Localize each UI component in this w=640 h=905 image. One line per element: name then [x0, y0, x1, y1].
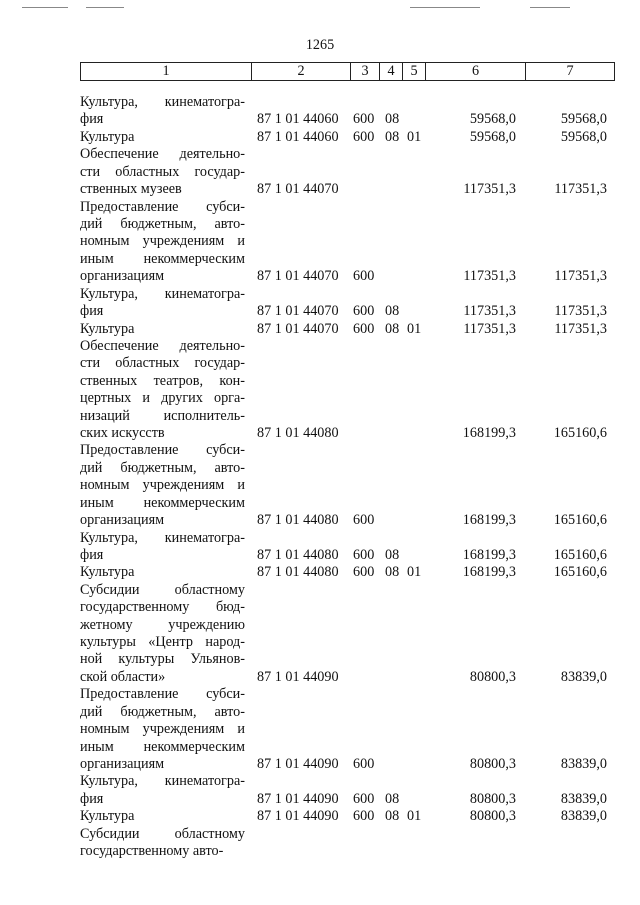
row-col-3: 600 — [353, 303, 375, 319]
row-name-line: номным учреждениям и — [80, 233, 245, 250]
row-value-6: 59568,0 — [469, 128, 516, 145]
row-name-line: Культура, кинематогра- — [80, 94, 245, 110]
row-name-line: сти областных государ- — [80, 163, 245, 180]
row-value-6: 80800,3 — [469, 756, 516, 772]
row-name-line: ной культуры Ульянов- — [80, 651, 245, 668]
row-col-3: 600 — [353, 564, 375, 581]
row-col-3: 600 — [353, 128, 375, 145]
row-name-line: Предоставление субси- — [80, 686, 245, 703]
row-code: 87 1 01 44070 — [257, 268, 339, 285]
row-name-line: культуры «Центр народ- — [80, 634, 245, 650]
row-name-line: организациям — [80, 756, 165, 772]
row-name-line: цертных и других орга- — [80, 390, 245, 407]
row-name-line: государственному бюд- — [80, 599, 245, 616]
row-code: 87 1 01 44060 — [257, 128, 339, 145]
row-name-line: организациям — [80, 268, 165, 285]
row-value-7: 83839,0 — [560, 668, 607, 685]
row-name-line: Культура — [80, 320, 135, 337]
row-code: 87 1 01 44080 — [257, 546, 339, 563]
row-name-line: Обеспечение деятельно- — [80, 337, 245, 354]
row-col-3: 600 — [353, 268, 375, 285]
row-name-line: иным некоммерческим — [80, 738, 245, 755]
row-value-6: 117351,3 — [463, 181, 516, 198]
row-value-7: 117351,3 — [554, 181, 607, 198]
row-name-line: иным некоммерческим — [80, 494, 245, 511]
row-code: 87 1 01 44090 — [257, 668, 339, 685]
row-code: 87 1 01 44080 — [257, 564, 339, 581]
row-code: 87 1 01 44060 — [257, 111, 339, 128]
scan-speck — [410, 7, 480, 8]
row-col-4: 08 — [385, 111, 400, 128]
row-col-4: 08 — [385, 790, 400, 807]
row-col-3: 600 — [353, 320, 375, 337]
row-value-6: 117351,3 — [463, 320, 516, 337]
row-name-line: Культура, кинематогра- — [80, 773, 245, 790]
row-name-line: жетному учреждению — [80, 616, 245, 633]
row-code: 87 1 01 44080 — [257, 512, 339, 529]
row-name-line: номным учреждениям и — [80, 477, 245, 494]
row-code: 87 1 01 44070 — [257, 303, 339, 319]
row-value-6: 80800,3 — [469, 668, 516, 685]
row-name-line: фия — [80, 303, 104, 319]
row-col-3: 600 — [353, 756, 375, 772]
header-col-4: 4 — [380, 63, 403, 81]
row-value-7: 83839,0 — [560, 756, 607, 772]
scan-speck — [86, 7, 124, 8]
row-value-7: 165160,6 — [553, 564, 607, 581]
row-value-7: 165160,6 — [553, 546, 607, 563]
row-value-6: 117351,3 — [463, 303, 516, 319]
row-name-line: ственных театров, кон- — [80, 372, 245, 389]
row-name-line: ственных музеев — [80, 181, 182, 198]
row-name-line: иным некоммерческим — [80, 250, 245, 267]
row-name-line: фия — [80, 790, 104, 807]
row-col-3: 600 — [353, 111, 375, 128]
row-value-6: 59568,0 — [469, 111, 516, 128]
row-code: 87 1 01 44090 — [257, 756, 339, 772]
row-name-line: дий бюджетным, авто- — [80, 459, 245, 476]
row-value-7: 83839,0 — [560, 790, 607, 807]
row-col-4: 08 — [385, 808, 400, 825]
row-name-line: номным учреждениям и — [80, 721, 245, 738]
row-value-6: 117351,3 — [463, 268, 516, 285]
row-value-6: 80800,3 — [469, 808, 516, 825]
row-col-5: 01 — [407, 564, 422, 581]
row-value-7: 59568,0 — [560, 111, 607, 128]
row-name-line: Предоставление субси- — [80, 198, 245, 215]
row-name-line: ских искусств — [80, 425, 165, 441]
row-value-7: 117351,3 — [554, 268, 607, 285]
page-number: 1265 — [305, 37, 335, 53]
row-value-7: 117351,3 — [554, 320, 607, 337]
row-col-4: 08 — [385, 320, 400, 337]
row-col-3: 600 — [353, 546, 375, 563]
row-value-7: 165160,6 — [553, 512, 607, 529]
row-name-line: ской области» — [80, 668, 166, 685]
row-col-3: 600 — [353, 790, 375, 807]
row-value-7: 117351,3 — [554, 303, 607, 319]
row-name-line: сти областных государ- — [80, 355, 245, 372]
row-name-line: Обеспечение деятельно- — [80, 146, 245, 163]
row-value-6: 80800,3 — [469, 790, 516, 807]
row-code: 87 1 01 44070 — [257, 181, 339, 198]
row-value-6: 168199,3 — [462, 546, 516, 563]
row-value-7: 165160,6 — [553, 425, 607, 441]
row-value-6: 168199,3 — [462, 425, 516, 441]
row-col-5: 01 — [407, 808, 422, 825]
row-col-5: 01 — [407, 128, 422, 145]
scan-speck — [530, 7, 570, 8]
header-col-2: 2 — [252, 63, 351, 81]
row-name-line: фия — [80, 111, 104, 128]
row-col-4: 08 — [385, 564, 400, 581]
row-code: 87 1 01 44090 — [257, 808, 339, 825]
header-col-6: 6 — [426, 63, 526, 81]
row-name-line: дий бюджетным, авто- — [80, 215, 245, 232]
row-value-6: 168199,3 — [462, 564, 516, 581]
row-col-4: 08 — [385, 303, 400, 319]
row-name-line: Субсидии областному — [80, 581, 245, 598]
header-col-7: 7 — [526, 63, 615, 81]
row-code: 87 1 01 44080 — [257, 425, 339, 441]
row-col-4: 08 — [385, 128, 400, 145]
row-name-line: дий бюджетным, авто- — [80, 703, 245, 720]
row-name-line: Культура, кинематогра- — [80, 529, 245, 546]
header-col-5: 5 — [403, 63, 426, 81]
row-value-6: 168199,3 — [462, 512, 516, 529]
row-name-line: Предоставление субси- — [80, 442, 245, 459]
row-col-5: 01 — [407, 320, 422, 337]
row-code: 87 1 01 44070 — [257, 320, 339, 337]
row-name-line: Субсидии областному — [80, 825, 245, 842]
row-value-7: 59568,0 — [560, 128, 607, 145]
row-code: 87 1 01 44090 — [257, 790, 339, 807]
row-value-7: 83839,0 — [560, 808, 607, 825]
row-name-line: Культура — [80, 808, 135, 825]
row-col-4: 08 — [385, 546, 400, 563]
scan-speck — [22, 7, 68, 8]
row-name-line: организациям — [80, 512, 165, 529]
row-name-line: государственному авто- — [80, 843, 224, 860]
row-name-line: низаций исполнитель- — [80, 407, 245, 424]
header-col-1: 1 — [81, 63, 252, 81]
header-col-3: 3 — [351, 63, 380, 81]
row-name-line: Культура — [80, 564, 135, 581]
row-col-3: 600 — [353, 512, 375, 529]
row-name-line: фия — [80, 546, 104, 563]
row-name-line: Культура — [80, 128, 135, 145]
table-header — [80, 62, 615, 81]
row-name-line: Культура, кинематогра- — [80, 285, 245, 302]
row-col-3: 600 — [353, 808, 375, 825]
